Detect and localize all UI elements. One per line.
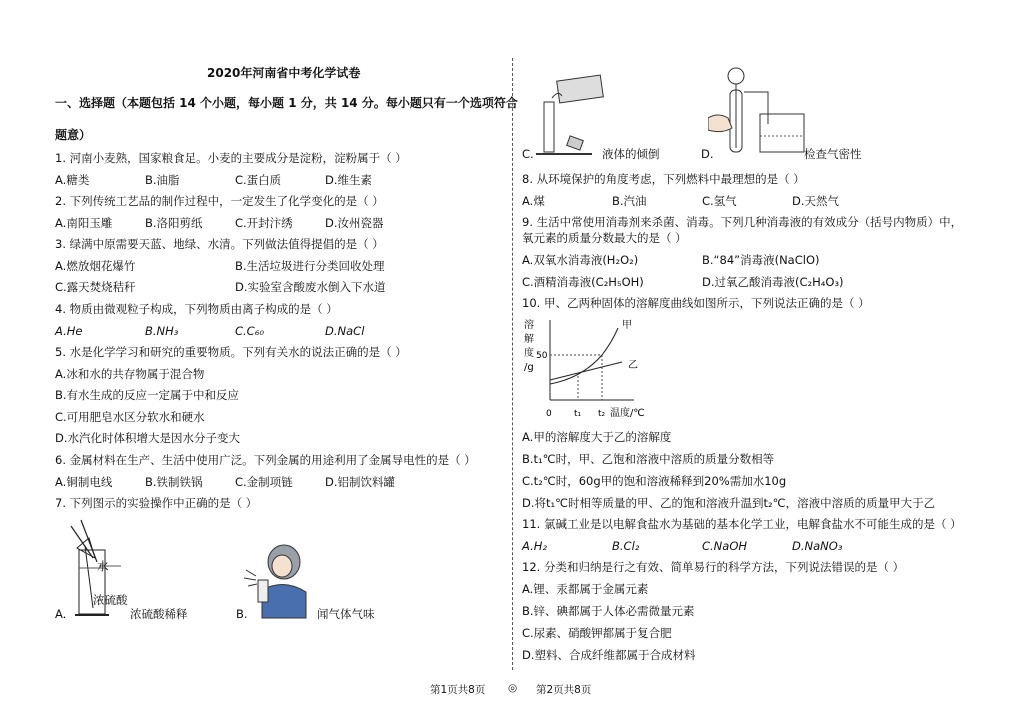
q4-stem: 4. 物质由微观粒子构成，下列物质由离子构成的是（ ） (55, 302, 338, 316)
q3-option-c: C.露天焚烧秸秆 (55, 280, 136, 294)
solubility-graph (522, 316, 662, 424)
q10-option-b: B.t₁℃时，甲、乙饱和溶液中溶质的质量分数相等 (522, 452, 775, 466)
q4-option-d: D.NaCl (325, 324, 365, 338)
q12-option-a: A.锂、汞都属于金属元素 (522, 582, 649, 596)
section-heading-cont: 题意） (55, 128, 92, 142)
q12-option-b: B.锌、碘都属于人体必需微量元素 (522, 604, 695, 618)
graph-t2: t₂ (598, 409, 606, 419)
graph-ylabel-4: /g (524, 362, 534, 373)
q7-c-caption: 液体的倾倒 (602, 147, 660, 161)
graph-t1: t₁ (574, 409, 582, 419)
q9-stem-cont: 氧元素的质量分数最大的是（ ） (522, 231, 687, 245)
q7-stem: 7. 下列图示的实验操作中正确的是（ ） (55, 496, 258, 510)
q1-option-a: A.糖类 (55, 173, 90, 187)
graph-label-yi: 乙 (628, 360, 638, 371)
q11-option-b: B.Cl₂ (612, 539, 640, 553)
airtightness-figure (708, 64, 808, 160)
q4-option-c: C.C₆₀ (235, 324, 264, 338)
q4-option-a: A.He (55, 324, 83, 338)
q6-option-a: A.铜制电线 (55, 475, 113, 489)
q7-a-caption: 浓硫酸稀释 (130, 607, 188, 621)
q2-option-d: D.汝州瓷器 (325, 216, 384, 230)
q3-stem: 3. 绿满中原需要天蓝、地绿、水清。下列做法值得提倡的是（ ） (55, 237, 384, 251)
section-heading: 一、选择题（本题包括 14 个小题，每小题 1 分，共 14 分。每小题只有一个选项符合 (55, 96, 518, 110)
q6-option-c: C.金制项链 (235, 475, 293, 489)
q5-option-d: D.水汽化时体积增大是因水分子变大 (55, 431, 241, 445)
q11-option-d: D.NaNO₃ (792, 539, 843, 553)
q1-option-b: B.油脂 (145, 173, 180, 187)
q9-option-c: C.酒精消毒液(C₂H₅OH) (522, 275, 644, 289)
graph-xlabel: 温度/℃ (610, 408, 645, 419)
q4-option-b: B.NH₃ (145, 324, 179, 338)
q2-option-b: B.洛阳剪纸 (145, 216, 203, 230)
pouring-figure (532, 72, 612, 160)
q7-d-label: D. (701, 147, 714, 161)
water-label: 水 (97, 559, 109, 573)
footer-page-2: 第2页共8页 (536, 684, 592, 696)
q6-stem: 6. 金属材料在生产、生活中使用广泛。下列金属的用途利用了金属导电性的是（ ） (55, 453, 476, 467)
q10-option-c: C.t₂℃时，60g甲的饱和溶液稀释到20%需加水10g (522, 474, 787, 488)
graph-origin: 0 (546, 409, 552, 419)
q5-stem: 5. 水是化学学习和研究的重要物质。下列有关水的说法正确的是（ ） (55, 345, 407, 359)
q2-stem: 2. 下列传统工艺品的制作过程中，一定发生了化学变化的是（ ） (55, 194, 384, 208)
q1-stem: 1. 河南小麦熟，国家粮食足。小麦的主要成分是淀粉，淀粉属于（ ） (55, 151, 407, 165)
q8-stem: 8. 从环境保护的角度考虑，下列燃料中最理想的是（ ） (522, 172, 805, 186)
q9-option-a: A.双氧水消毒液(H₂O₂) (522, 253, 639, 267)
smelling-figure (240, 540, 320, 620)
graph-y50: 50 (536, 351, 548, 361)
q11-option-c: C.NaOH (702, 539, 748, 553)
q8-option-a: A.煤 (522, 194, 545, 208)
q8-option-c: C.氢气 (702, 194, 737, 208)
curve-jia (550, 328, 618, 384)
q9-option-d: D.过氧乙酸消毒液(C₂H₄O₃) (702, 275, 844, 289)
q1-option-d: D.维生素 (325, 173, 373, 187)
q3-option-d: D.实验室含酸废水倒入下水道 (235, 280, 386, 294)
graph-ylabel-1: 溶 (524, 320, 534, 331)
q7-d-caption: 检查气密性 (804, 147, 862, 161)
q6-option-b: B.铁制铁锅 (145, 475, 203, 489)
page-title: 2020年河南省中考化学试卷 (207, 66, 361, 80)
q8-option-d: D.天然气 (792, 194, 840, 208)
acid-label: 浓硫酸 (93, 593, 128, 607)
q6-option-d: D.铝制饮料罐 (325, 475, 396, 489)
q3-option-a: A.燃放烟花爆竹 (55, 259, 136, 273)
q5-option-a: A.冰和水的共存物属于混合物 (55, 367, 205, 381)
q5-option-c: C.可用肥皂水区分软水和硬水 (55, 410, 205, 424)
q12-option-c: C.尿素、硝酸钾都属于复合肥 (522, 626, 672, 640)
q12-option-d: D.塑料、合成纤维都属于合成材料 (522, 648, 696, 662)
q7-b-caption: 闻气体气味 (317, 607, 375, 621)
q2-option-a: A.南阳玉雕 (55, 216, 113, 230)
q7-a-label: A. (55, 607, 67, 621)
q7-c-label: C. (522, 147, 534, 161)
q5-option-b: B.有水生成的反应一定属于中和反应 (55, 388, 240, 402)
q12-stem: 12. 分类和归纳是行之有效、简单易行的科学方法，下列说法错误的是（ ） (522, 560, 905, 574)
q9-option-b: B.“84”消毒液(NaClO) (702, 253, 820, 267)
q10-stem: 10. 甲、乙两种固体的溶解度曲线如图所示，下列说法正确的是（ ） (522, 296, 870, 310)
q3-option-b: B.生活垃圾进行分类回收处理 (235, 259, 385, 273)
q9-stem: 9. 生活中常使用消毒剂来杀菌、消毒。下列几种消毒液的有效成分（括号内物质）中， (522, 215, 963, 229)
q2-option-c: C.开封汴绣 (235, 216, 293, 230)
q11-option-a: A.H₂ (522, 539, 547, 553)
footer-separator: ◎ (508, 682, 518, 694)
graph-ylabel-3: 度 (524, 348, 534, 359)
footer-page-1: 第1页共8页 (430, 684, 486, 696)
q7-b-label: B. (236, 607, 248, 621)
q1-option-c: C.蛋白质 (235, 173, 282, 187)
graph-label-jia: 甲 (622, 320, 632, 331)
graph-ylabel-2: 解 (524, 334, 534, 345)
q10-option-a: A.甲的溶解度大于乙的溶解度 (522, 430, 672, 444)
q8-option-b: B.汽油 (612, 194, 647, 208)
curve-yi (550, 362, 622, 380)
q10-option-d: D.将t₁℃时相等质量的甲、乙的饱和溶液升温到t₂℃，溶液中溶质的质量甲大于乙 (522, 496, 936, 510)
column-divider (512, 58, 513, 670)
q11-stem: 11. 氯碱工业是以电解食盐水为基础的基本化学工业，电解食盐水不可能生成的是（ ） (522, 517, 962, 531)
